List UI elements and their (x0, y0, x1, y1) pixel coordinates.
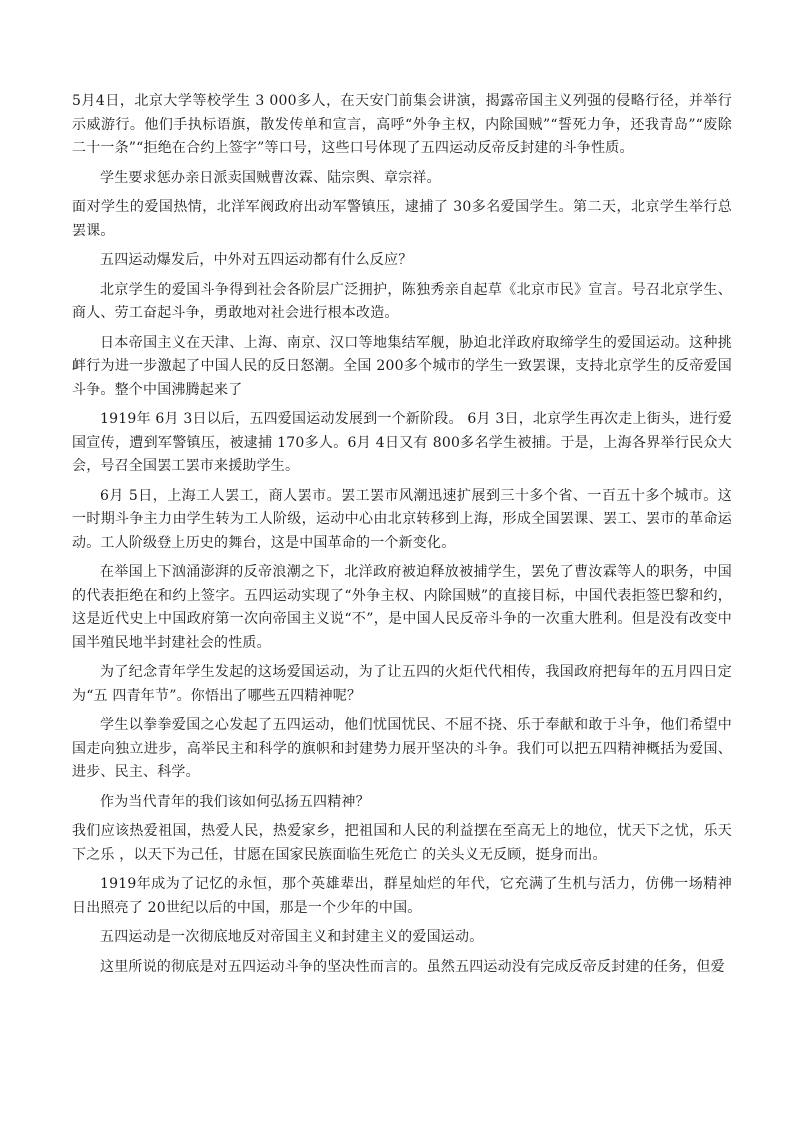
paragraph-16: 这里所说的彻底是对五四运动斗争的坚决性而言的。虽然五四运动没有完成反帝反封建的任务，但爱 (100, 958, 725, 975)
paragraph-3: 面对学生的爱国热情，北洋军阀政府出动军警镇压，逮捕了 30多名爱国学生。第二天，北京学生举行总罢课。 (72, 199, 732, 239)
paragraph-13: 我们应该热爱祖国，热爱人民，热爱家乡，把祖国和人民的利益摆在至高无上的地位，忧天下之忧，乐天下之乐 ，以天下为己任，甘愿在国家民族面临生死危亡 的关头义无反顾，挺身而出。 (72, 823, 732, 863)
document-body (72, 90, 732, 985)
paragraph-14: 1919年成为了记忆的永恒，那个英雄辈出，群星灿烂的年代，它充满了生机与活力，仿佛一场精神日出照亮了 20世纪以后的中国，那是一个少年的中国。 (72, 876, 732, 916)
paragraph-8: 6月 5日，上海工人罢工，商人罢市。罢工罢市风潮迅速扩展到三十多个省、一百五十多个城市。这一时期斗争主力由学生转为工人阶级，运动中心由北京转移到上海，形成全国罢课、罢工、罢市的革命运动。工人阶级登上历史的舞台，这是中国革命的一个新变化。 (72, 487, 732, 551)
paragraph-15: 五四运动是一次彻底地反对帝国主义和封建主义的爱国运动。 (100, 929, 484, 945)
paragraph-12: 作为当代青年的我们该如何弘扬五四精神？ (100, 793, 370, 810)
paragraph-5: 北京学生的爱国斗争得到社会各阶层广泛拥护，陈独秀亲自起草《北京市民》宣言。号召北京学生、商人、劳工奋起斗争，勇敢地对社会进行根本改造。 (72, 281, 732, 321)
paragraph-7: 1919年 6月 3日以后，五四爱国运动发展到一个新阶段。 6月 3日，北京学生再次走上街头，进行爱国宣传，遭到军警镇压，被逮捕 170多人。6月 4日又有 800多名学生被捕。于是，上海各界举行民众大会，号召全国罢工罢市来援助学生。 (72, 411, 732, 474)
paragraph-4: 五四运动爆发后，中外对五四运动都有什么反应？ (100, 252, 413, 268)
paragraph-1: 5月4日，北京大学等校学生 3 000多人，在天安门前集会讲演，揭露帝国主义列强的侵略行径，并举行示威游行。他们手执标语旗，散发传单和宣言，高呼“外争主权，内除国贼”“誓死力争，还我青岛”“废除二十一条”“拒绝在合约上签字”等口号，这些口号体现了五四运动反帝反封建的斗争性质。 (72, 93, 732, 156)
paragraph-10: 为了纪念青年学生发起的这场爱国运动，为了让五四的火炬代代相传，我国政府把每年的五月四日定为“五 四青年节”。你悟出了哪些五四精神呢？ (72, 664, 732, 704)
paragraph-9: 在举国上下汹涌澎湃的反帝浪潮之下，北洋政府被迫释放被捕学生，罢免了曹汝霖等人的职务，中国的代表拒绝在和约上签字。五四运动实现了“外争主权、内除国贼”的直接目标，中国代表拒签巴黎和约，这是近代史上中国政府第一次向帝国主义说“不”，是中国人民反帝斗争的一次重大胜利。但是没有改变中国半殖民地半封建社会的性质。 (72, 564, 732, 651)
paragraph-6: 日本帝国主义在天津、上海、南京、汉口等地集结军舰，胁迫北洋政府取缔学生的爱国运动。这种挑衅行为进一步激起了中国人民的反日怒潮。全国 200多个城市的学生一致罢课，支持北京学生的反帝爱国斗争。整个中国沸腾起来了 (72, 334, 732, 398)
paragraph-2: 学生要求惩办亲日派卖国贼曹汝霖、陆宗舆、章宗祥。 (100, 169, 441, 186)
paragraph-11: 学生以拳拳爱国之心发起了五四运动，他们忧国忧民、不屈不挠、乐于奉献和敢于斗争，他们希望中国走向独立进步，高举民主和科学的旗帜和封建势力展开坚决的斗争。我们可以把五四精神概括为爱国、进步、民主、科学。 (72, 717, 732, 780)
